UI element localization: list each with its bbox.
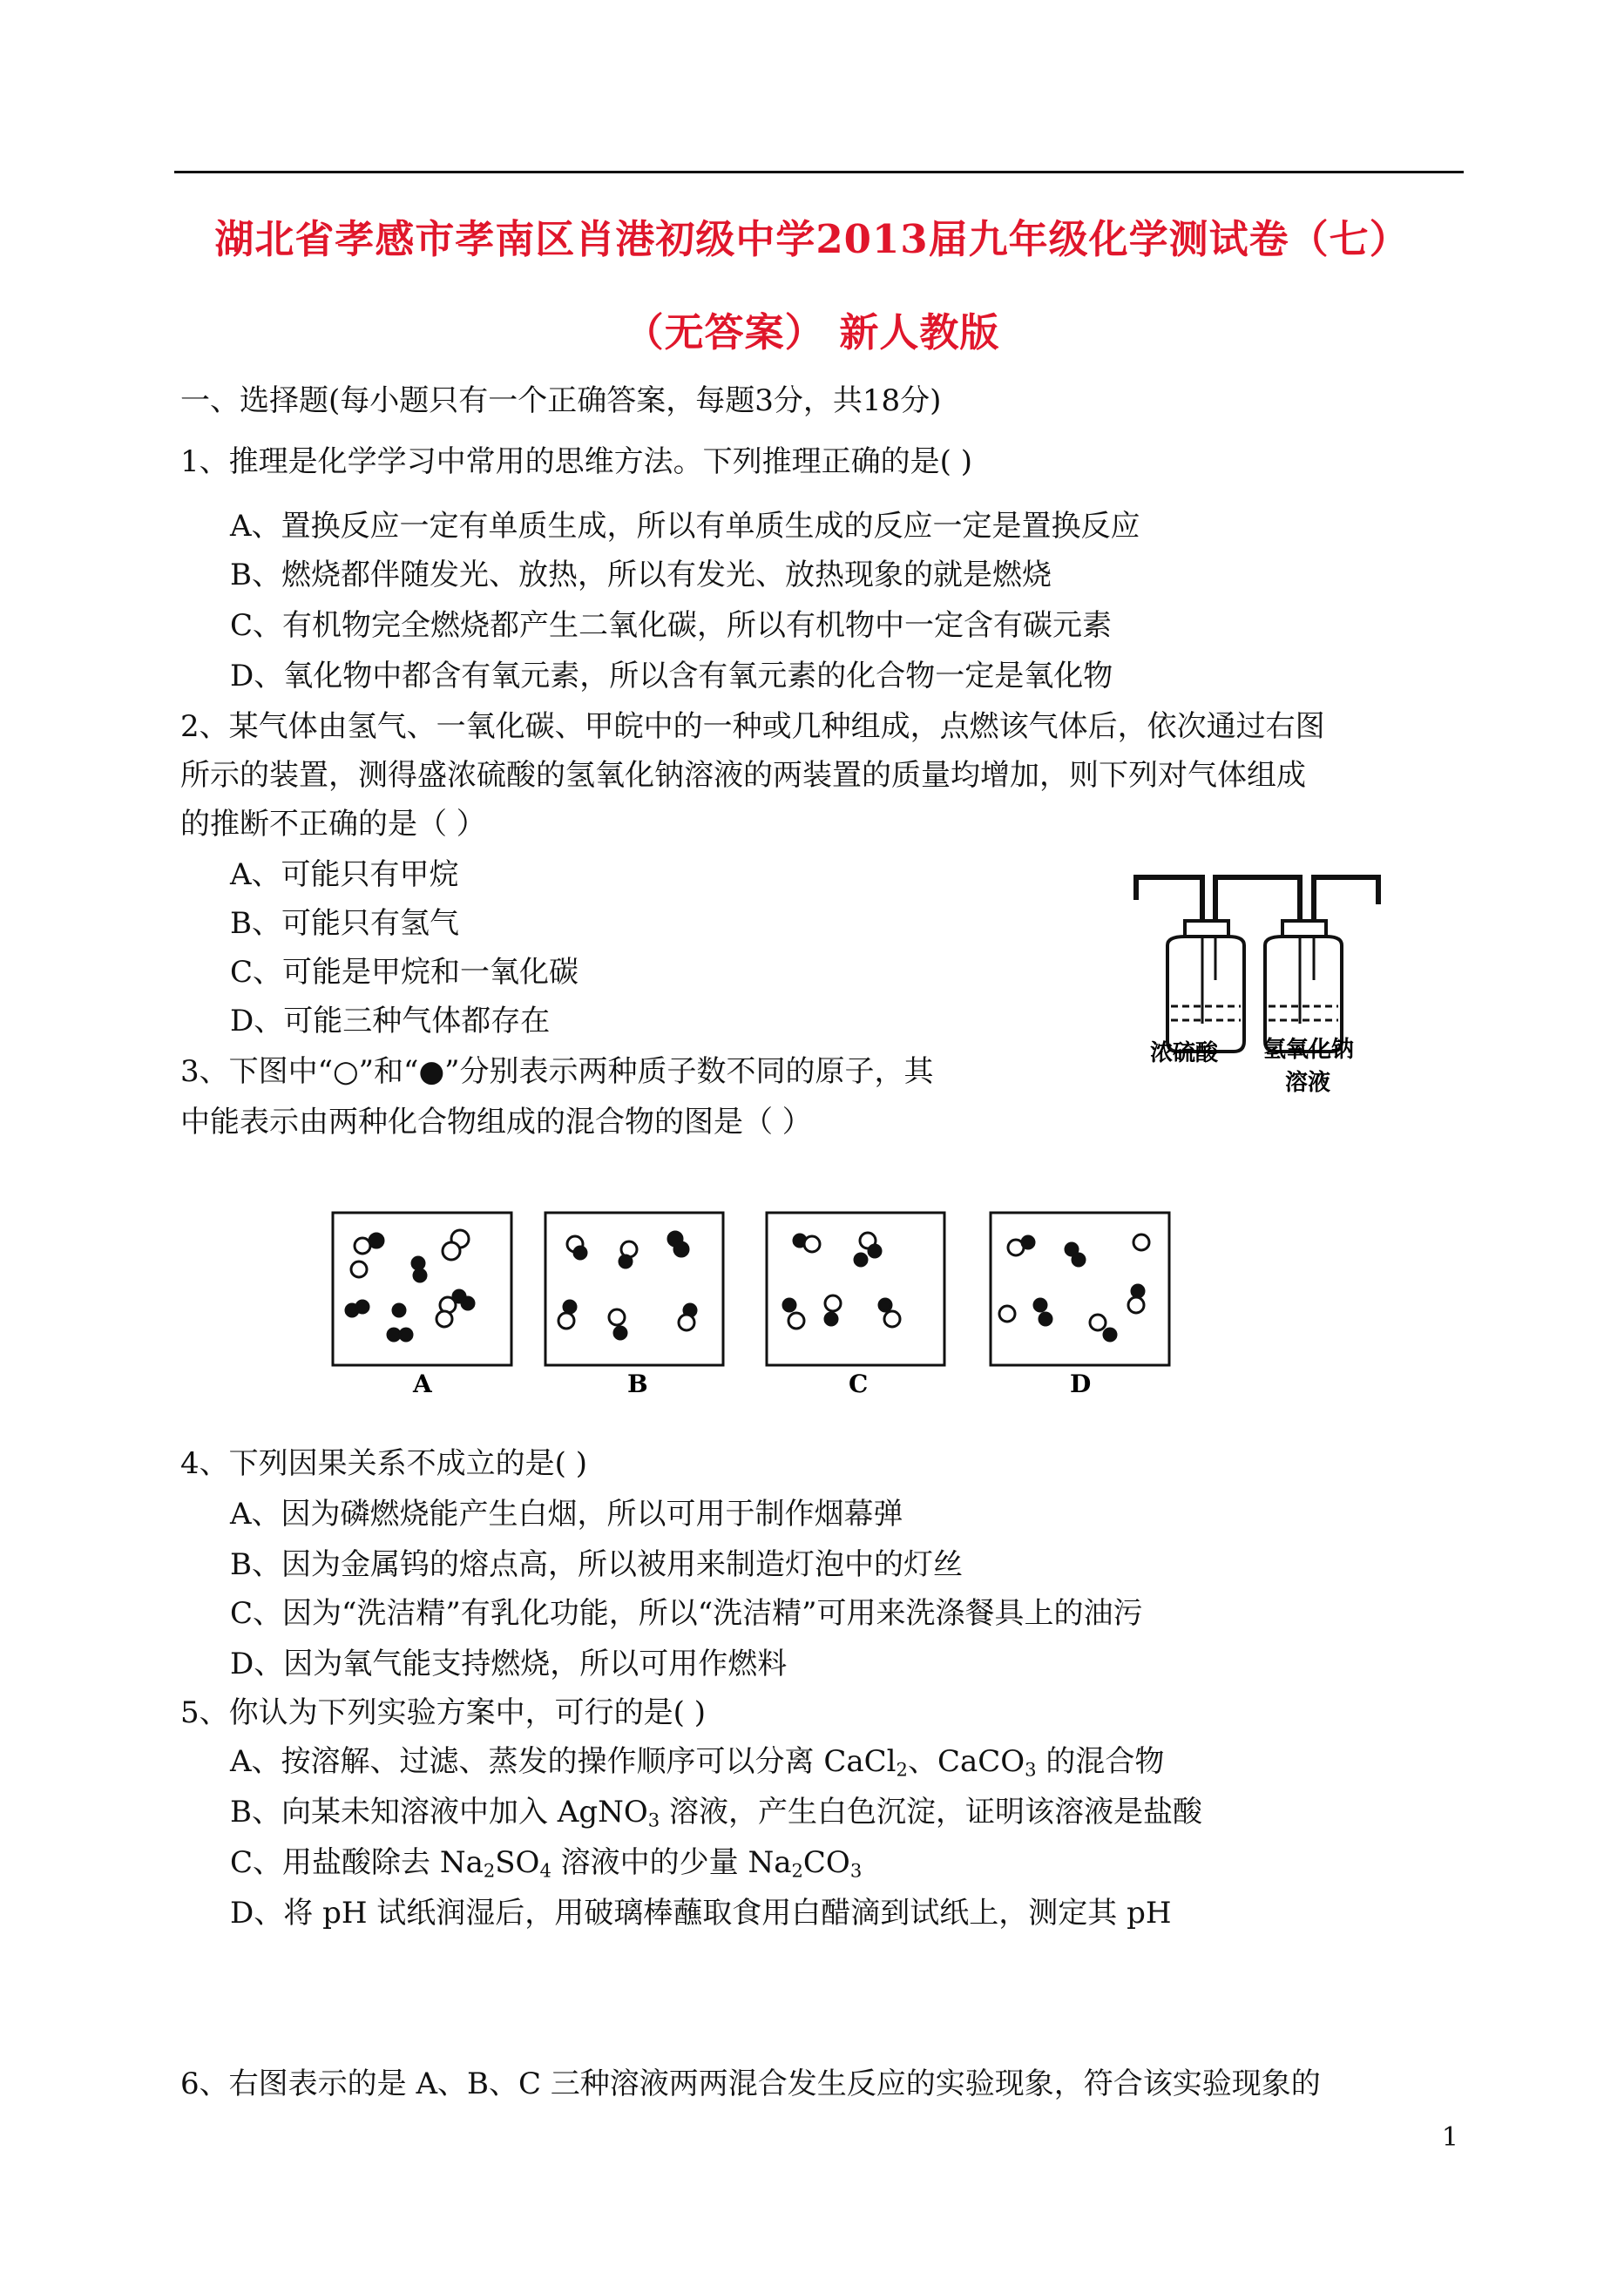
particle-label-b: B: [627, 1370, 648, 1398]
particle-label-c: C: [849, 1370, 869, 1398]
question-2-stem-line2: 所示的装置，测得盛浓硫酸的氢氧化钠溶液的两装置的质量均增加，则下列对气体组成: [180, 758, 1306, 793]
q5-option-b: B、向某未知溶液中加入 AgNO$_3$ 溶液，产生白色沉淀，证明该溶液是盐酸: [230, 1795, 1202, 1831]
question-6-stem: 6、右图表示的是 A、B、C 三种溶液两两混合发生反应的实验现象，符合该实验现象的: [180, 2066, 1321, 2101]
apparatus-label-solution: 溶液: [1285, 1070, 1331, 1096]
q5-option-a: A、按溶解、过滤、蒸发的操作顺序可以分离 CaCl$_2$、CaCO$_3$ 的混合物: [230, 1744, 1165, 1781]
question-3-stem-line1: 3、下图中“○”和“●”分别表示两种质子数不同的原子，其: [180, 1054, 934, 1089]
particle-label-a: A: [413, 1370, 432, 1398]
q1-option-b: B、燃烧都伴随发光、放热，所以有发光、放热现象的就是燃烧: [230, 558, 1052, 592]
particle-label-d: D: [1070, 1370, 1092, 1398]
question-2-stem-line3: 的推断不正确的是（ ）: [180, 807, 486, 842]
q5-option-d: D、将 pH 试纸润湿后，用破璃棒蘸取食用白醋滴到试纸上，测定其 pH: [230, 1896, 1172, 1931]
q2-option-b: B、可能只有氢气: [230, 906, 459, 941]
question-4-stem: 4、下列因果关系不成立的是( ): [180, 1446, 587, 1481]
gas-washing-apparatus-figure: [1133, 867, 1385, 1102]
particle-box-a: [333, 1213, 511, 1365]
question-1-stem: 1、推理是化学学习中常用的思维方法。下列推理正确的是( ): [180, 444, 972, 479]
header-rule: [174, 171, 1464, 173]
q4-option-a: A、因为磷燃烧能产生白烟，所以可用于制作烟幕弹: [230, 1497, 903, 1532]
question-5-stem: 5、你认为下列实验方案中，可行的是( ): [180, 1695, 706, 1730]
section-heading: 一、选择题(每小题只有一个正确答案，每题3分，共18分): [180, 383, 942, 418]
q2-option-d: D、可能三种气体都存在: [230, 1004, 551, 1038]
page-subtitle: （无答案） 新人教版: [624, 309, 1000, 355]
q4-option-b: B、因为金属钨的熔点高，所以被用来制造灯泡中的灯丝: [230, 1547, 963, 1582]
page-number: 1: [1441, 2122, 1458, 2153]
apparatus-label-conc-sulfuric-acid: 浓硫酸: [1150, 1040, 1219, 1066]
q4-option-d: D、因为氧气能支持燃烧，所以可用作燃料: [230, 1647, 788, 1681]
q1-option-d: D、氧化物中都含有氧元素，所以含有氧元素的化合物一定是氧化物: [230, 659, 1113, 693]
q1-option-c: C、有机物完全燃烧都产生二氧化碳，所以有机物中一定含有碳元素: [230, 608, 1113, 643]
q2-option-a: A、可能只有甲烷: [230, 857, 459, 892]
q1-option-a: A、置换反应一定有单质生成，所以有单质生成的反应一定是置换反应: [230, 509, 1140, 544]
particle-diagrams-figure: [322, 1202, 1176, 1403]
q2-option-c: C、可能是甲烷和一氧化碳: [230, 955, 579, 990]
q4-option-c: C、因为“洗洁精”有乳化功能，所以“洗洁精”可用来洗涤餐具上的油污: [230, 1596, 1143, 1631]
page-title: 湖北省孝感市孝南区肖港初级中学2013届九年级化学测试卷（七）: [214, 216, 1410, 262]
apparatus-label-sodium-hydroxide: 氢氧化钠: [1263, 1037, 1355, 1063]
q5-option-c: C、用盐酸除去 $Na_2SO_4$ 溶液中的少量 $Na_2CO_3$: [230, 1845, 863, 1882]
question-3-stem-line2: 中能表示由两种化合物组成的混合物的图是（ ）: [180, 1105, 812, 1140]
question-2-stem-line1: 2、某气体由氢气、一氧化碳、甲皖中的一种或几种组成，点燃该气体后，依次通过右图: [180, 709, 1325, 744]
particle-box-c: [767, 1213, 944, 1365]
